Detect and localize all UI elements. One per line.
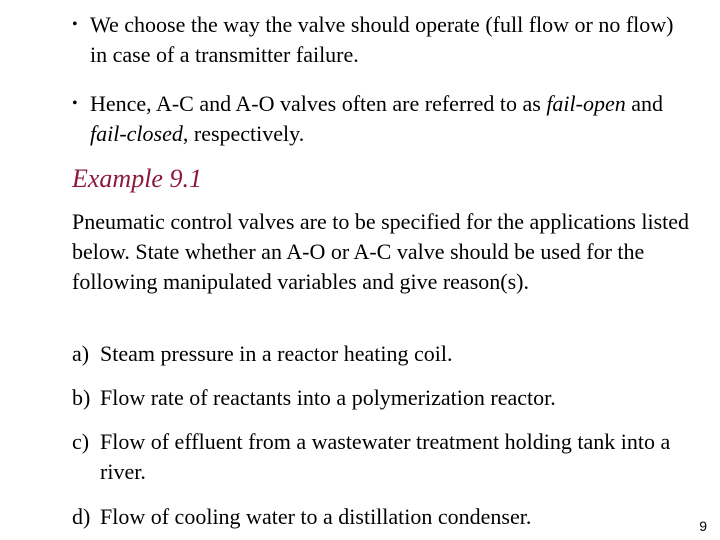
example-title: Example 9.1: [72, 164, 202, 193]
example-body: Pneumatic control valves are to be specified for the applications listed below. State whether an A-O or A-C valve should be used for the following manipulated variables and give reason(s).: [72, 209, 690, 294]
fail-closed-term: fail-closed: [90, 121, 183, 146]
question-list: [72, 339, 712, 532]
question-item-c: [72, 427, 712, 487]
question-text: Flow rate of reactants into a polymerization reactor.: [100, 385, 556, 410]
question-item-d: [72, 502, 712, 532]
question-letter: c): [72, 429, 90, 454]
fail-open-term: fail-open: [546, 91, 626, 116]
question-item-b: [72, 383, 712, 413]
bullet-text: We choose the way the valve should operate (full flow or no flow) in case of a transmitter failure.: [90, 12, 674, 67]
bullet-marker: •: [72, 95, 78, 112]
question-letter: b): [72, 385, 91, 410]
question-text: Steam pressure in a reactor heating coil.: [100, 341, 453, 366]
bullet-text-middle: and: [625, 91, 664, 116]
bullet-list: [72, 10, 692, 168]
bullet-item-fail-open-closed: [72, 89, 692, 149]
bullet-text-before: Hence, A-C and A-O valves often are referred to as: [90, 91, 547, 116]
question-item-a: [72, 339, 712, 369]
question-text: Flow of cooling water to a distillation condenser.: [100, 504, 532, 529]
bullet-text-after: , respectively.: [182, 121, 305, 146]
bullet-marker: •: [72, 16, 78, 33]
question-text: Flow of effluent from a wastewater treatment holding tank into a river.: [100, 429, 671, 484]
question-letter: a): [72, 341, 90, 366]
page-number: 9: [699, 518, 707, 534]
question-letter: d): [72, 504, 91, 529]
bullet-item-transmitter-failure: [72, 10, 692, 70]
